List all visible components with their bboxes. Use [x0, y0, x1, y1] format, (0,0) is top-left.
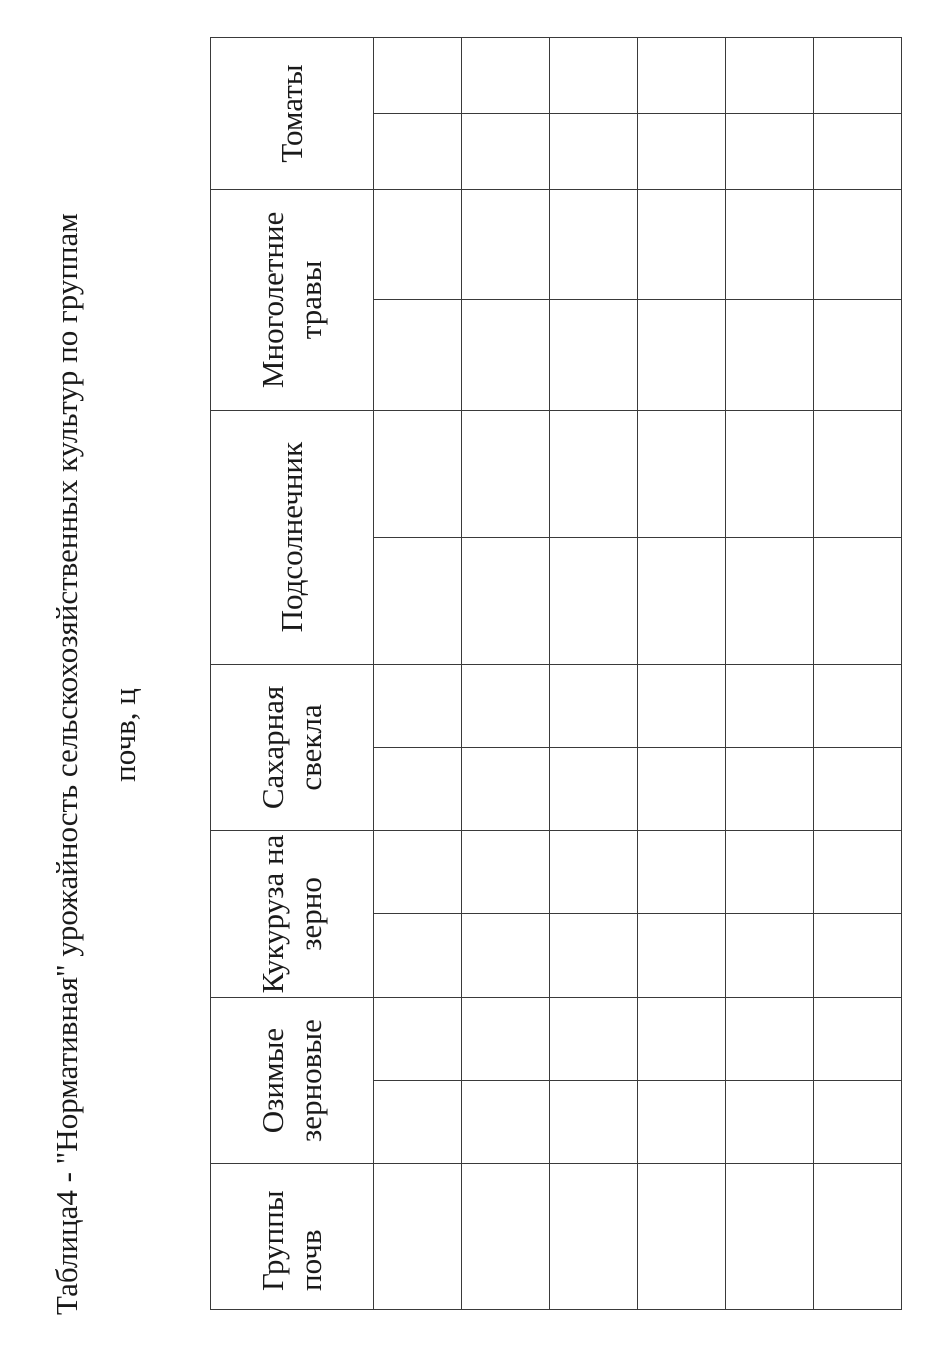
table-cell[interactable]: [638, 190, 726, 300]
table-cell[interactable]: [638, 38, 726, 114]
header-winter-grains: Озимые зерновые: [211, 997, 374, 1164]
table-cell[interactable]: [462, 664, 550, 747]
table-cell[interactable]: [462, 997, 550, 1080]
table-row: [550, 38, 638, 1310]
table-row: [462, 38, 550, 1310]
table-cell[interactable]: [550, 1164, 638, 1310]
header-soil-groups: Группы почв: [211, 1164, 374, 1310]
table-cell[interactable]: [814, 38, 902, 114]
table-cell[interactable]: [550, 1081, 638, 1164]
table-cell[interactable]: [638, 997, 726, 1080]
table-cell[interactable]: [726, 997, 814, 1080]
table-cell[interactable]: [726, 190, 814, 300]
table-row: [374, 38, 462, 1310]
table-cell[interactable]: [814, 914, 902, 997]
table-cell[interactable]: [814, 190, 902, 300]
table-row: [814, 38, 902, 1310]
table-cell[interactable]: [638, 300, 726, 410]
caption-line-1: Таблица4 - "Нормативная" урожайность сельскохозяйственных культур по группам: [49, 213, 84, 1315]
table-cell[interactable]: [814, 537, 902, 664]
table-cell[interactable]: [374, 537, 462, 664]
table-cell[interactable]: [550, 831, 638, 914]
table-cell[interactable]: [814, 410, 902, 537]
table-cell[interactable]: [374, 190, 462, 300]
table-cell[interactable]: [726, 300, 814, 410]
table-cell[interactable]: [726, 1081, 814, 1164]
table-caption: [38, 75, 154, 1315]
table-cell[interactable]: [814, 747, 902, 830]
table-cell[interactable]: [374, 831, 462, 914]
table-cell[interactable]: [462, 747, 550, 830]
table-cell[interactable]: [726, 1164, 814, 1310]
table-cell[interactable]: [638, 537, 726, 664]
table-cell[interactable]: [374, 1164, 462, 1310]
table-cell[interactable]: [374, 997, 462, 1080]
table-cell[interactable]: [726, 38, 814, 114]
table-cell[interactable]: [638, 1081, 726, 1164]
table-cell[interactable]: [726, 410, 814, 537]
table-cell[interactable]: [462, 537, 550, 664]
table-cell[interactable]: [374, 1081, 462, 1164]
table-cell[interactable]: [550, 114, 638, 190]
table-cell[interactable]: [462, 914, 550, 997]
table-cell[interactable]: [726, 114, 814, 190]
header-tomatoes: Томаты: [211, 38, 374, 190]
table-cell[interactable]: [462, 410, 550, 537]
table-row: [726, 38, 814, 1310]
table-cell[interactable]: [550, 537, 638, 664]
table-cell[interactable]: [374, 114, 462, 190]
table-cell[interactable]: [726, 831, 814, 914]
table-cell[interactable]: [550, 410, 638, 537]
table-cell[interactable]: [462, 831, 550, 914]
table-cell[interactable]: [814, 831, 902, 914]
header-sunflower: Подсолнечник: [211, 410, 374, 664]
table-cell[interactable]: [550, 914, 638, 997]
table-cell[interactable]: [550, 664, 638, 747]
caption-line-2: почв, ц: [107, 688, 142, 782]
table-cell[interactable]: [814, 1164, 902, 1310]
header-row: [211, 38, 374, 1310]
header-grain-corn: Кукуруза на зерно: [211, 831, 374, 998]
table-cell[interactable]: [638, 914, 726, 997]
table-cell[interactable]: [638, 1164, 726, 1310]
table-cell[interactable]: [374, 747, 462, 830]
table-cell[interactable]: [550, 38, 638, 114]
table-cell[interactable]: [550, 300, 638, 410]
table-cell[interactable]: [814, 300, 902, 410]
table-cell[interactable]: [814, 664, 902, 747]
table-cell[interactable]: [462, 300, 550, 410]
table-cell[interactable]: [814, 1081, 902, 1164]
table-cell[interactable]: [726, 664, 814, 747]
table-row: [638, 38, 726, 1310]
yield-table: [210, 37, 902, 1310]
table-cell[interactable]: [462, 1081, 550, 1164]
table-cell[interactable]: [374, 664, 462, 747]
table-cell[interactable]: [550, 190, 638, 300]
table-cell[interactable]: [814, 997, 902, 1080]
table-cell[interactable]: [374, 410, 462, 537]
table-cell[interactable]: [550, 747, 638, 830]
table-cell[interactable]: [462, 1164, 550, 1310]
table-cell[interactable]: [726, 747, 814, 830]
header-perennial-grasses: Многолетние травы: [211, 190, 374, 411]
header-sugar-beet: Сахарная свекла: [211, 664, 374, 831]
table-cell[interactable]: [726, 914, 814, 997]
table-cell[interactable]: [814, 114, 902, 190]
table-cell[interactable]: [638, 410, 726, 537]
table-cell[interactable]: [550, 997, 638, 1080]
table-body: [374, 38, 902, 1310]
table-cell[interactable]: [638, 664, 726, 747]
table-cell[interactable]: [638, 114, 726, 190]
table-cell[interactable]: [726, 537, 814, 664]
table-cell[interactable]: [374, 914, 462, 997]
table-cell[interactable]: [462, 38, 550, 114]
table-cell[interactable]: [374, 300, 462, 410]
table-cell[interactable]: [638, 831, 726, 914]
table-cell[interactable]: [462, 190, 550, 300]
table-cell[interactable]: [374, 38, 462, 114]
table-cell[interactable]: [638, 747, 726, 830]
table-cell[interactable]: [462, 114, 550, 190]
